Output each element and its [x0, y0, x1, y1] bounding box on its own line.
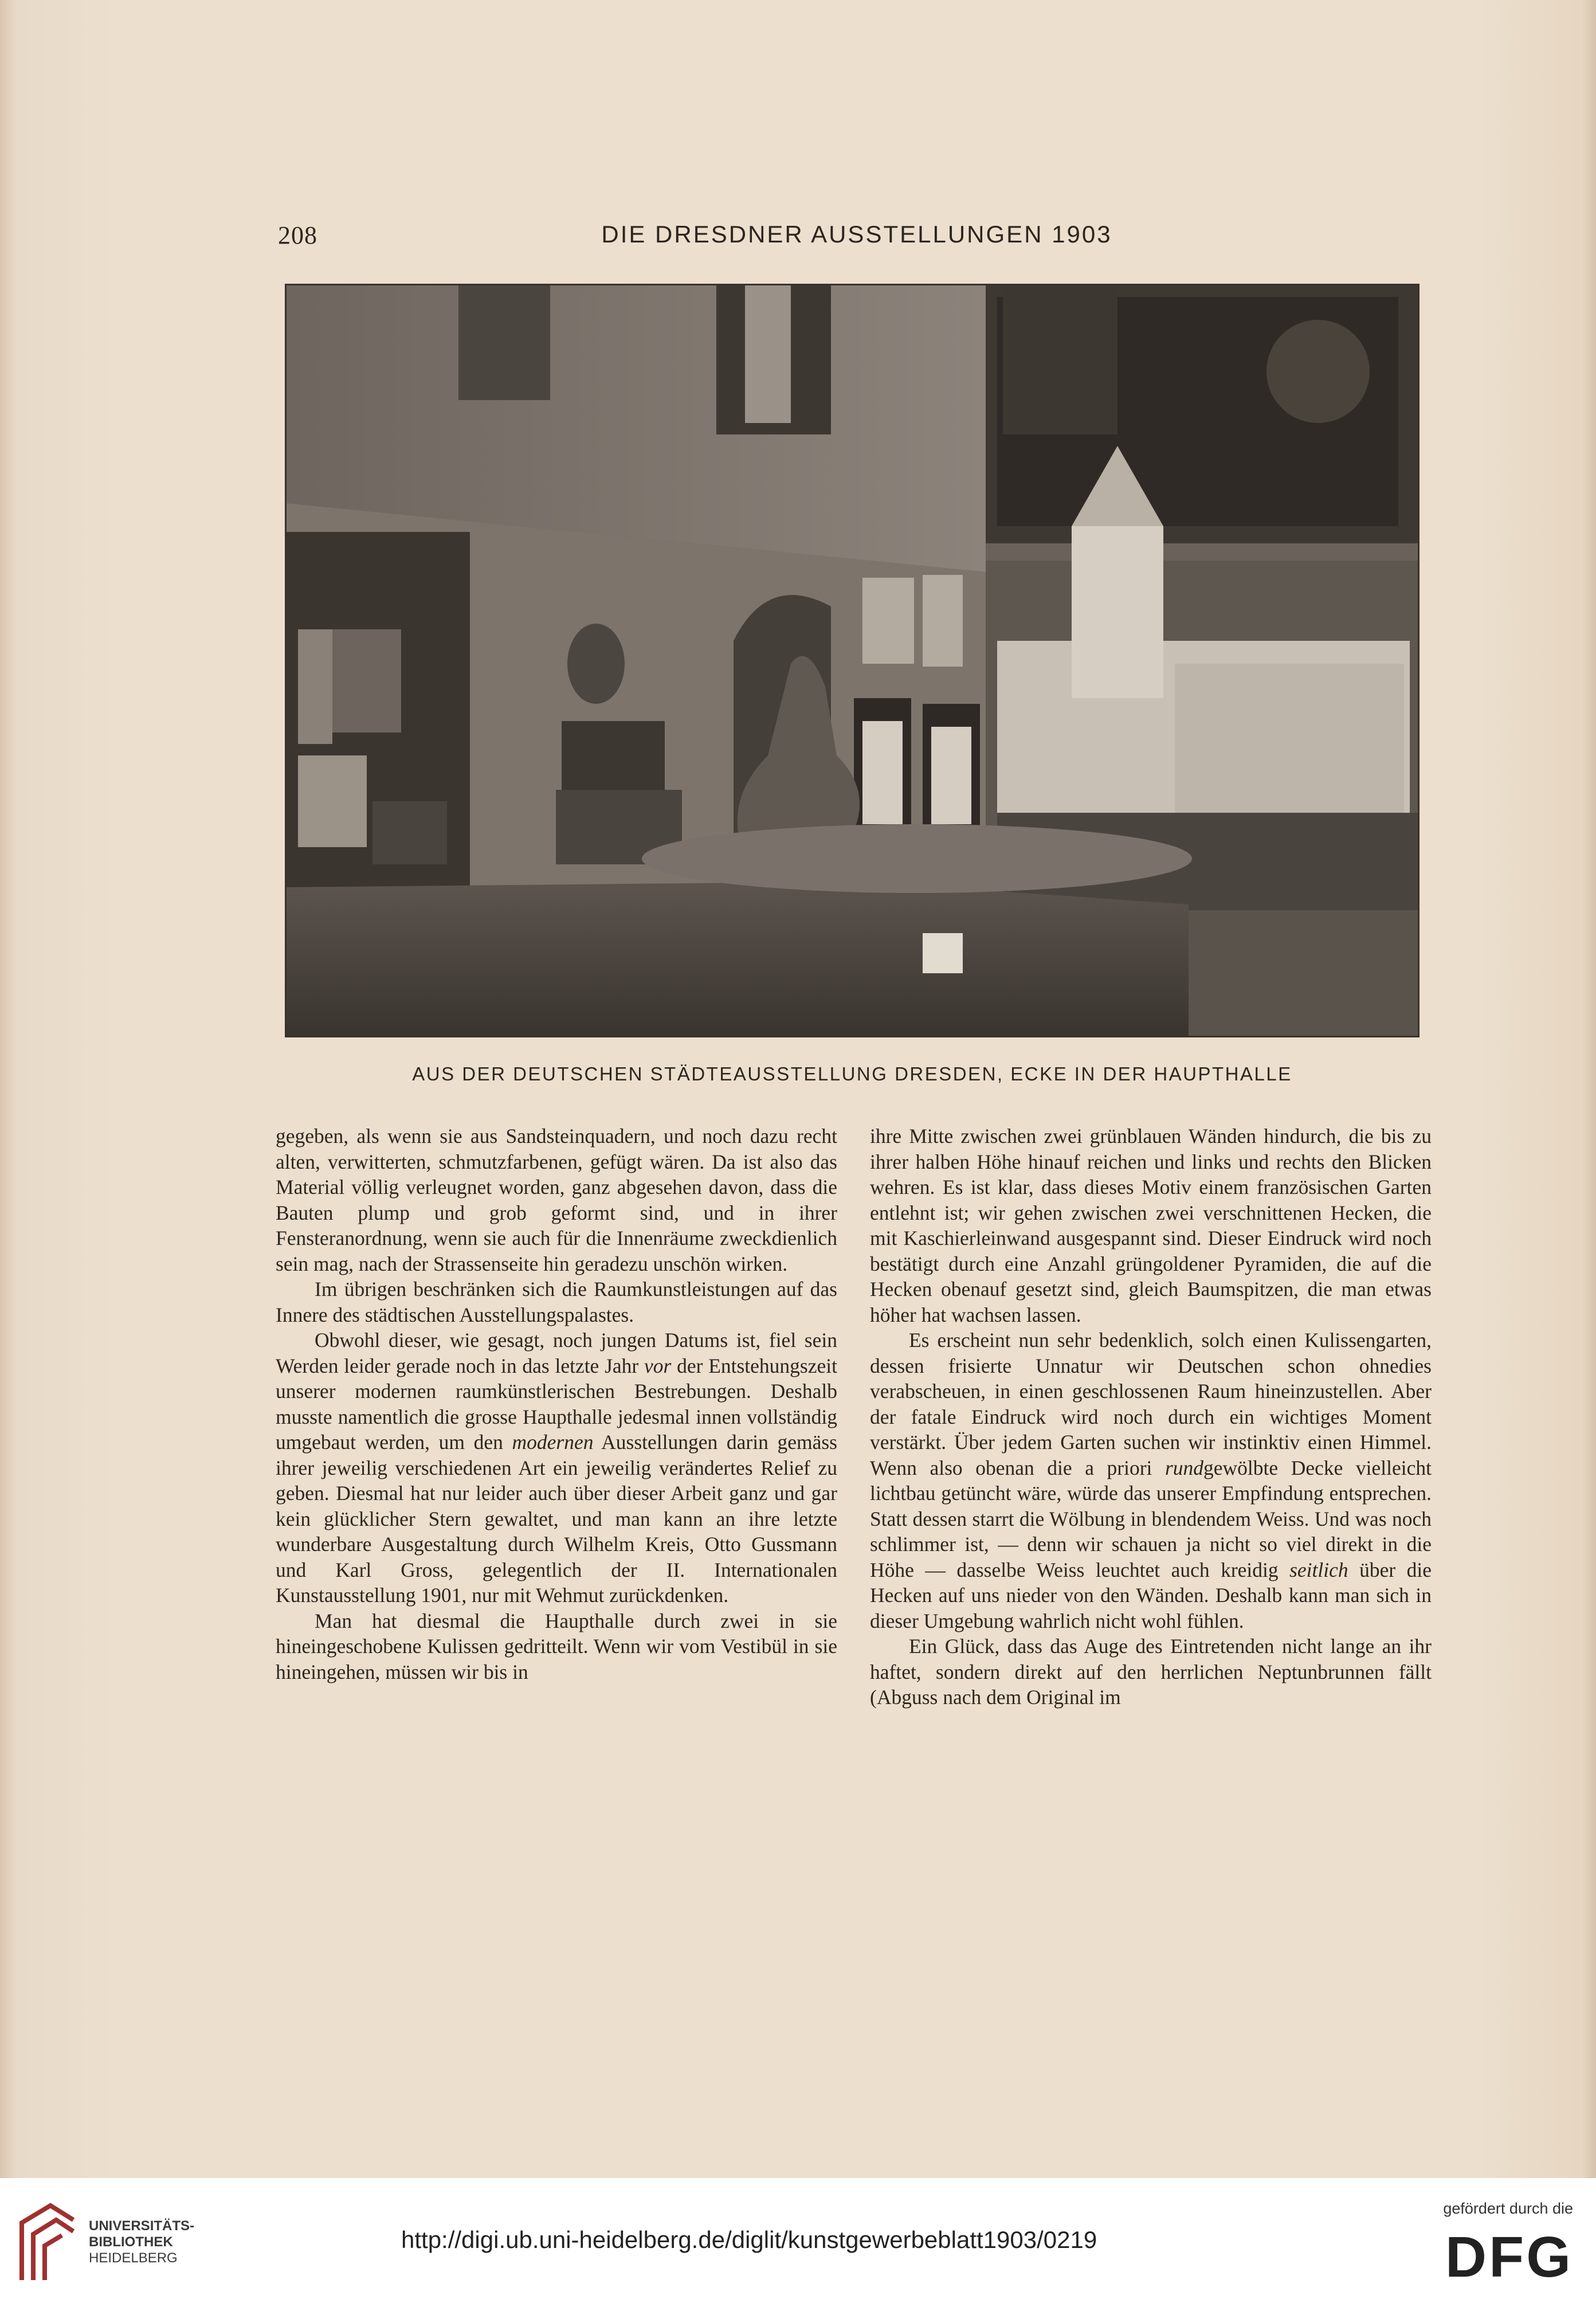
text-column-left [276, 1123, 837, 1685]
page-number: 208 [278, 221, 317, 249]
body-paragraph: Ein Glück, dass das Auge des Eintretenden nicht lange an ihr haftet, sondern direkt auf den herrlichen Neptunbrunnen fällt (Abguss nach dem Original im [870, 1635, 1432, 1709]
body-paragraph: Es erscheint nun sehr bedenklich, solch einen Kulissengarten, dessen frisierte Unnatur wir Deutschen schon ohnedies verabscheuen, in einen geschlossenen Raum hineinzustellen. Aber der fatale Eindruck wird noch durch ein wichtiges Moment verstärkt. Über jedem Garten suchen wir instinktiv einen Himmel. Wenn also obenan die a priori rundgewölbte Decke vielleicht lichtbau getüncht wäre, würde das unserer Empfindung entsprechen. Statt dessen starrt die Wölbung in blendendem Weiss. Und was noch schlimmer ist, — denn wir schauen ja nicht so viel direkt in die Höhe — dasselbe Weiss leuchtet auch kreidig seitlich über die Hecken auf uns nieder von den Wänden. Deshalb kann man sich in dieser Umgebung wahrlich nicht wohl fühlen. [870, 1329, 1432, 1632]
photo-illustration [287, 285, 1418, 1036]
dfg-logo: DFG [1445, 2225, 1573, 2289]
running-title: DIE DRESDNER AUSSTELLUNGEN 1903 [601, 221, 1112, 248]
library-name-line3: HEIDELBERG [89, 2250, 178, 2266]
photo-spire [745, 285, 791, 423]
body-paragraph: Im übrigen beschränken sich die Raumkunstleistungen auf das Innere des städtischen Ausstellungspalastes. [276, 1278, 837, 1326]
body-paragraph: Obwohl dieser, wie gesagt, noch jungen Datums ist, fiel sein Werden leider gerade noch in das letzte Jahr vor der Entstehungszeit unserer modernen raumkünstlerischen Bestrebungen. Deshalb musste namentlich die grosse Haupthalle jedesmal innen vollständig umgebaut werden, um den modernen Ausstellungen darin gemäss ihrer jeweilig verschiedenen Art ein jeweilig verändertes Relief zu geben. Diesmal hat nur leider auch über dieser Arbeit ganz und gar kein glücklicher Stern gewaltet, und man kann an ihre letzte wunderbare Ausgestaltung durch Wilhelm Kreis, Otto Gussmann und Karl Gross, gelegentlich der II. Internationalen Kunstausstellung 1901, nur mit Wehmut zurückdenken. [276, 1329, 838, 1607]
text-column-right [870, 1123, 1432, 1710]
figure-caption: AUS DER DEUTSCHEN STÄDTEAUSSTELLUNG DRESDEN, ECKE IN DER HAUPTHALLE [412, 1063, 1292, 1084]
digitization-footer [0, 2178, 1596, 2299]
university-library-logo-icon [16, 2200, 79, 2286]
library-name-line1: UNIVERSITÄTS- [89, 2218, 195, 2234]
photo-bust [562, 721, 665, 790]
permalink-url[interactable]: http://digi.ub.uni-heidelberg.de/diglit/kunstgewerbeblatt1903/0219 [401, 2226, 1097, 2253]
body-paragraph: gegeben, als wenn sie aus Sandsteinquadern, und noch dazu recht alten, verwitterten, schmutzfarbenen, gefügt wären. Da ist also das Material völlig verleugnet worden, ganz abgesehen davon, dass die Bauten plump und grob geformt sind, und in ihrer Fensteranordnung, wenn sie auch für die Innenräume zweckdienlich sein mag, nach der Strassenseite hin geradezu unschön wirken. [276, 1125, 837, 1275]
library-name-line2: BIBLIOTHEK [89, 2234, 173, 2250]
body-paragraph: ihre Mitte zwischen zwei grünblauen Wänden hindurch, die bis zu ihrer halben Höhe hinauf reichen und links und rechts den Blicken wehren. Es ist klar, dass dieses Motiv einem französischen Garten entlehnt ist; wir gehen zwischen zwei verschnittenen Hecken, die mit Kaschierleinwand ausgespannt sind. Dieser Eindruck wird noch bestätigt durch eine Anzahl grüngoldener Pyramiden, die auf die Hecken obenauf gesetzt sind, gleich Baumspitzen, die man etwas höher hat wachsen lassen. [870, 1125, 1432, 1326]
page-header [278, 221, 1436, 255]
funding-caption: gefördert durch die [1443, 2200, 1573, 2217]
body-paragraph: Man hat diesmal die Haupthalle durch zwei in sie hineingeschobene Kulissen gedritteilt. Wenn wir vom Vestibül in sie hineingehen, müssen wir bis in [276, 1609, 837, 1683]
photo-pedestal [287, 882, 1189, 1036]
library-name [89, 2218, 194, 2266]
exhibition-photograph [285, 284, 1419, 1037]
